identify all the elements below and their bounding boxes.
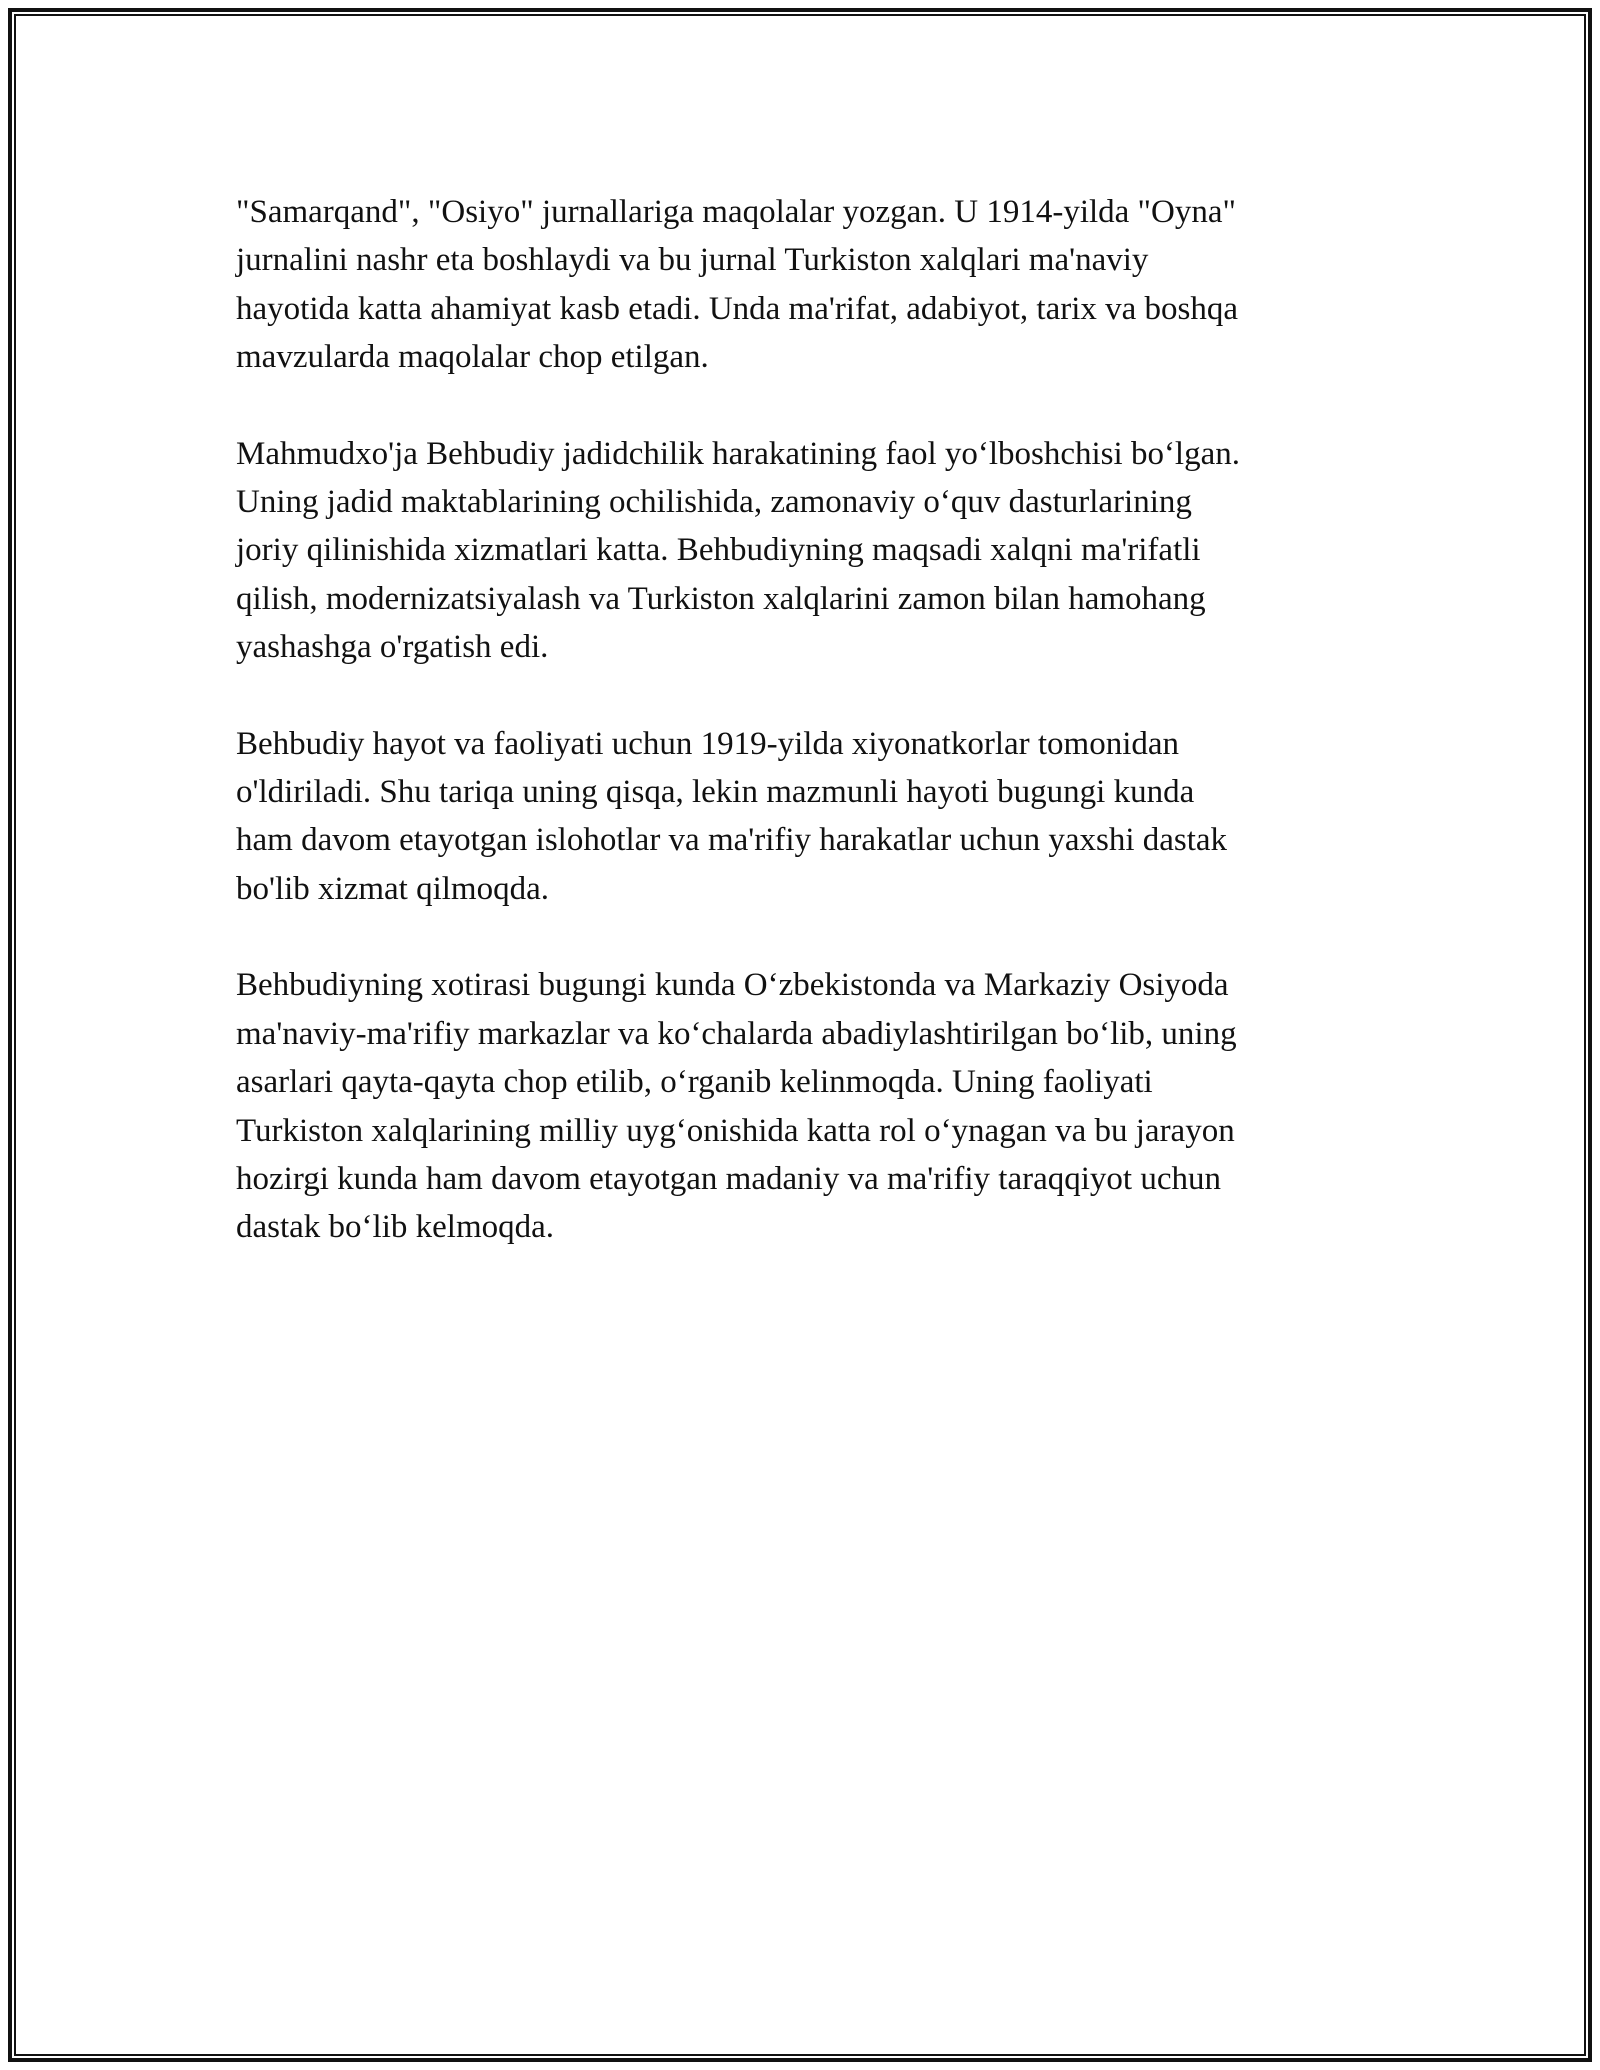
paragraph-line: bo'lib xizmat qilmoqda.	[236, 870, 549, 907]
paragraph-line: Turkiston xalqlarining milliy uyg‘onishida katta rol o‘ynagan va bu jarayon	[236, 1112, 1235, 1149]
paragraph-line: mavzularda maqolalar chop etilgan.	[236, 339, 709, 376]
paragraph-line: hayotida katta ahamiyat kasb etadi. Unda ma'rifat, adabiyot, tarix va boshqa	[236, 290, 1239, 327]
paragraph-line: Behbudiy hayot va faoliyati uchun 1919-yilda xiyonatkorlar tomonidan	[236, 725, 1180, 762]
paragraph-3	[236, 720, 1356, 914]
paragraph-1	[236, 188, 1356, 382]
paragraph-line: hozirgi kunda ham davom etayotgan madaniy va ma'rifiy taraqqiyot uchun	[236, 1160, 1221, 1197]
paragraph-line: asarlari qayta-qayta chop etilib, o‘rganib kelinmoqda. Uning faoliyati	[236, 1064, 1153, 1101]
paragraph-line: Behbudiyning xotirasi bugungi kunda O‘zbekistonda va Markaziy Osiyoda	[236, 967, 1229, 1004]
paragraph-line: "Samarqand", "Osiyo" jurnallariga maqolalar yozgan. U 1914-yilda "Oyna"	[236, 194, 1236, 230]
paragraph-line: yashashga o'rgatish edi.	[236, 629, 549, 666]
paragraph-line: ma'naviy-ma'rifiy markazlar va ko‘chalarda abadiylashtirilgan bo‘lib, uning	[236, 1015, 1237, 1052]
document-body	[236, 188, 1356, 1300]
paragraph-4	[236, 961, 1356, 1251]
paragraph-line: joriy qilinishida xizmatlari katta. Behbudiyning maqsadi xalqni ma'rifatli	[236, 532, 1201, 569]
paragraph-line: o'ldiriladi. Shu tariqa uning qisqa, lekin mazmunli hayoti bugungi kunda	[236, 774, 1195, 811]
paragraph-line: ham davom etayotgan islohotlar va ma'rifiy harakatlar uchun yaxshi dastak	[236, 822, 1228, 859]
paragraph-line: Mahmudxo'ja Behbudiy jadidchilik harakatining faol yo‘lboshchisi bo‘lgan.	[236, 435, 1241, 472]
paragraph-2	[236, 430, 1356, 672]
paragraph-line: dastak bo‘lib kelmoqda.	[236, 1209, 555, 1246]
paragraph-line: jurnalini nashr eta boshlaydi va bu jurnal Turkiston xalqlari ma'naviy	[236, 242, 1149, 279]
paragraph-line: Uning jadid maktablarining ochilishida, zamonaviy o‘quv dasturlarining	[236, 484, 1192, 521]
paragraph-line: qilish, modernizatsiyalash va Turkiston xalqlarini zamon bilan hamohang	[236, 580, 1206, 617]
